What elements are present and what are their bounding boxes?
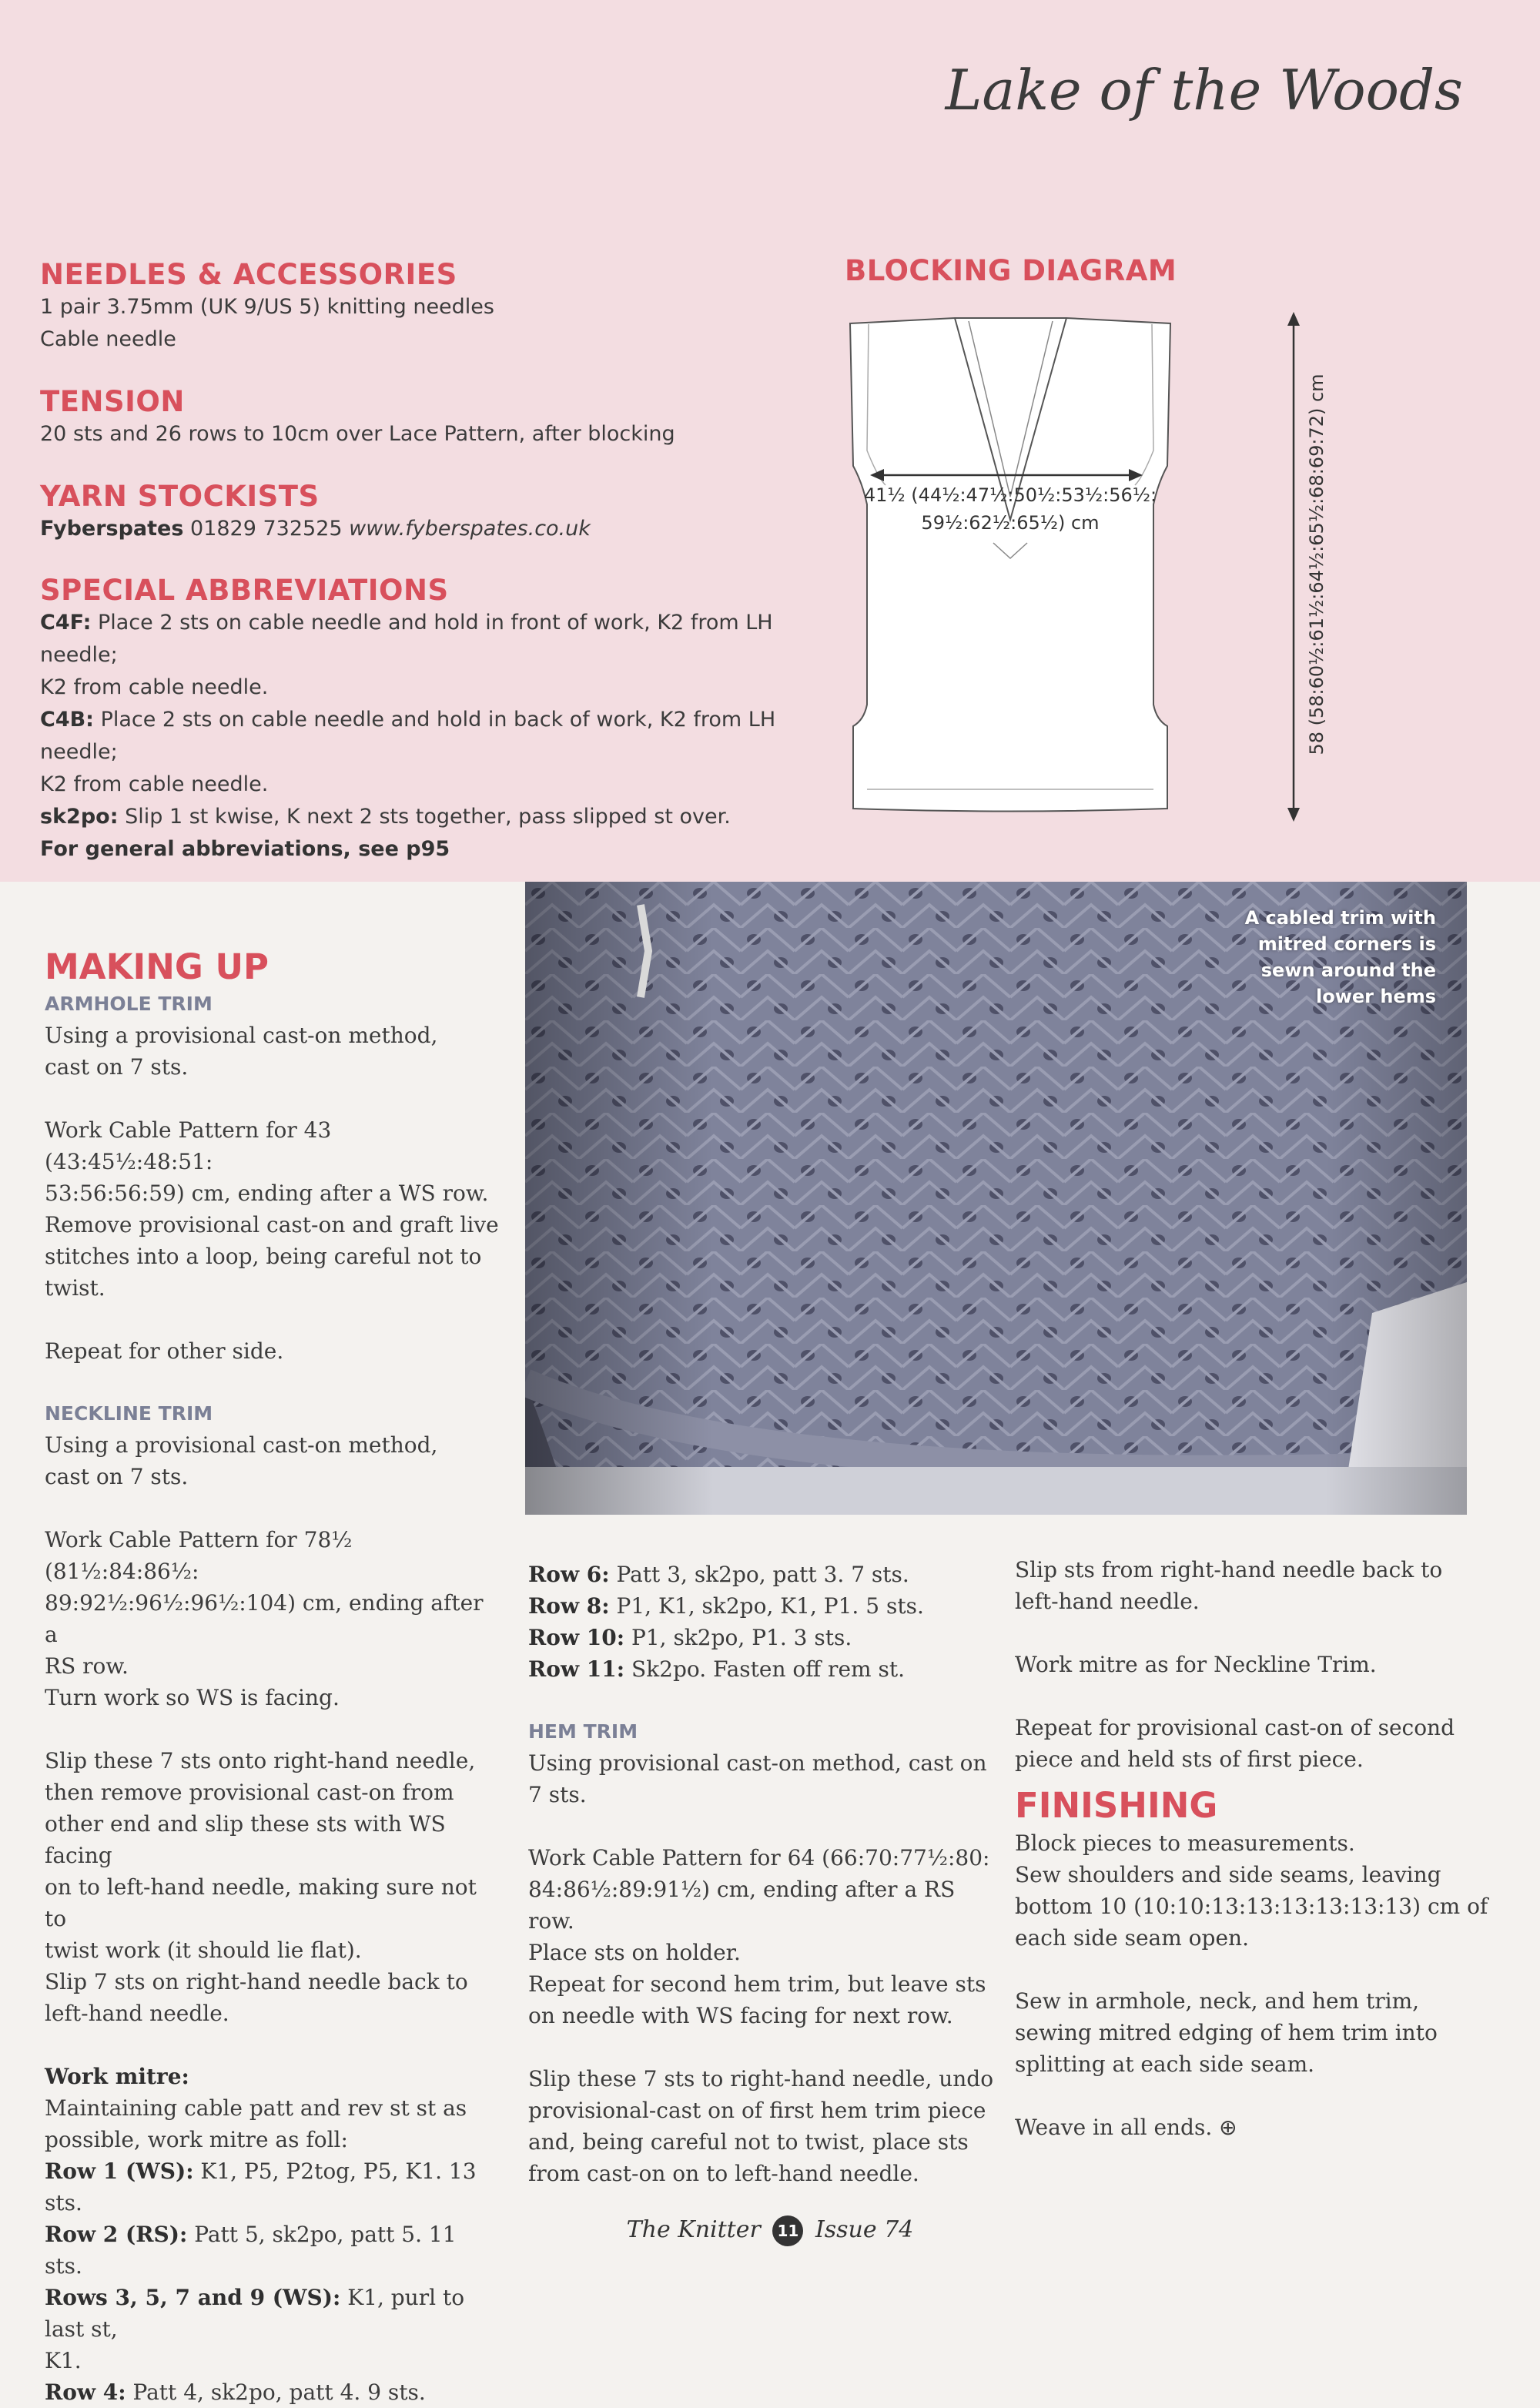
caption-line-4: lower hems — [1315, 986, 1436, 1007]
finishing-f2c: each side seam open. — [1015, 1925, 1249, 1951]
col3-p3a: Repeat for provisional cast-on of second — [1015, 1715, 1455, 1740]
footer-page-number: 11 — [772, 2215, 803, 2246]
c4b-text: Place 2 sts on cable needle and hold in back of work, K2 from LH needle; — [40, 708, 776, 764]
footer-issue: Issue 74 — [815, 2216, 914, 2243]
armhole-trim-heading: ARMHOLE TRIM — [45, 993, 213, 1015]
yarn-phone: 01829 732525 — [183, 517, 350, 541]
finishing-f3b: sewing mitred edging of hem trim into — [1015, 2020, 1438, 2045]
abbreviations-heading: SPECIAL ABBREVIATIONS — [40, 574, 449, 607]
col3-p1a: Slip sts from right-hand needle back to — [1015, 1557, 1443, 1582]
finishing-heading: FINISHING — [1015, 1785, 1218, 1826]
row-3 — [45, 2282, 499, 2345]
finishing-f4-text: Weave in all ends. — [1015, 2115, 1213, 2140]
caption-line-2: mitred corners is — [1257, 933, 1436, 955]
row-11-term: Row 11: — [528, 1656, 625, 1682]
neck-p1a: Using a provisional cast-on method, — [45, 1432, 438, 1458]
armhole-p2b: 53:56:56:59) cm, ending after a WS row. — [45, 1181, 489, 1206]
tension-line: 20 sts and 26 rows to 10cm over Lace Pattern, after blocking — [40, 422, 675, 446]
row-4-text: Patt 4, sk2po, patt 4. 9 sts. — [126, 2380, 426, 2405]
column-3 — [1015, 1554, 1492, 2143]
row-4 — [45, 2376, 499, 2408]
neck-p2a: Work Cable Pattern for 78½ (81½:84:86½: — [45, 1527, 353, 1584]
finishing-f4 — [1015, 2112, 1492, 2143]
tension-section — [40, 385, 810, 450]
hem-p2a: Work Cable Pattern for 64 (66:70:77½:80: — [528, 1845, 990, 1870]
hem-p3d: from cast-on on to left-hand needle. — [528, 2161, 919, 2186]
neck-p2b: 89:92½:96½:96½:104) cm, ending after a — [45, 1590, 484, 1647]
col3-p2: Work mitre as for Neckline Trim. — [1015, 1652, 1377, 1677]
neck-p3f: Slip 7 sts on right-hand needle back to — [45, 1969, 468, 1994]
col3-p3b: piece and held sts of first piece. — [1015, 1747, 1364, 1772]
row-6-term: Row 6: — [528, 1562, 610, 1587]
neckline-trim-heading: NECKLINE TRIM — [45, 1402, 213, 1425]
length-arrow-bottom-head — [1287, 808, 1300, 822]
neck-p2d: Turn work so WS is facing. — [45, 1685, 340, 1710]
yarn-url: www.fyberspates.co.uk — [349, 517, 591, 541]
hem-p1b: 7 sts. — [528, 1782, 587, 1807]
row-11 — [528, 1653, 1006, 1685]
general-abbrev: For general abbreviations, see p95 — [40, 837, 450, 861]
armhole-p1b: cast on 7 sts. — [45, 1054, 189, 1080]
abbrev-general — [40, 833, 810, 866]
armhole-p2e: twist. — [45, 1275, 105, 1301]
row-8-text: P1, K1, sk2po, K1, P1. 5 sts. — [609, 1593, 924, 1619]
abbrev-c4f — [40, 607, 810, 671]
abbrev-c4b — [40, 704, 810, 769]
neck-p3c: other end and slip these sts with WS facing — [45, 1811, 446, 1868]
needles-section — [40, 258, 810, 356]
armhole-p2a: Work Cable Pattern for 43 (43:45½:48:51: — [45, 1117, 332, 1174]
c4f-text: Place 2 sts on cable needle and hold in front of work, K2 from LH needle; — [40, 611, 773, 667]
sk2po-text: Slip 1 st kwise, K next 2 sts together, pass slipped st over. — [118, 805, 731, 829]
width-label-1: 41½ (44½:47½:50½:53½:56½: — [863, 484, 1157, 506]
row-6 — [528, 1559, 1006, 1590]
hem-p3b: provisional-cast on of first hem trim piece — [528, 2098, 986, 2123]
row-3-text-2: K1. — [45, 2348, 82, 2373]
hem-trim-heading: HEM TRIM — [528, 1720, 638, 1743]
yarn-heading: YARN STOCKISTS — [40, 480, 320, 513]
mitre-heading-text: Work mitre: — [45, 2064, 189, 2089]
row-2-text: Patt 5, sk2po, patt 5. 11 sts. — [45, 2222, 457, 2279]
making-up-heading: MAKING UP — [45, 946, 270, 987]
abbrev-c4b-2: K2 from cable needle. — [40, 772, 269, 796]
mitre-heading — [45, 2061, 499, 2092]
width-label-2: 59½:62½:65½) cm — [921, 512, 1100, 534]
yarn-line — [40, 513, 810, 545]
armhole-p1a: Using a provisional cast-on method, — [45, 1023, 438, 1048]
hem-p2c: Place sts on holder. — [528, 1940, 741, 1965]
c4b-term: C4B: — [40, 708, 94, 732]
finishing-f1: Block pieces to measurements. — [1015, 1830, 1355, 1856]
finishing-f3a: Sew in armhole, neck, and hem trim, — [1015, 1988, 1420, 2014]
row-10-text: P1, sk2po, P1. 3 sts. — [624, 1625, 852, 1650]
needles-line-1: 1 pair 3.75mm (UK 9/US 5) knitting needles — [40, 295, 494, 319]
row-4-term: Row 4: — [45, 2380, 126, 2405]
row-8 — [528, 1590, 1006, 1622]
abbrev-sk2po — [40, 801, 810, 833]
c4f-term: C4F: — [40, 611, 92, 635]
length-label: 58 (58:60½:61½:64½:65½:68:69:72) cm — [1306, 373, 1327, 755]
sk2po-term: sk2po: — [40, 805, 119, 829]
yarn-brand: Fyberspates — [40, 517, 184, 541]
row-10 — [528, 1622, 1006, 1653]
col3-p1b: left-hand needle. — [1015, 1589, 1200, 1614]
page-title: Lake of the Woods — [945, 58, 1463, 122]
abbrev-c4f-2: K2 from cable needle. — [40, 675, 269, 699]
row-3-term: Rows 3, 5, 7 and 9 (WS): — [45, 2285, 341, 2310]
neck-p3d: on to left-hand needle, making sure not to — [45, 1874, 477, 1931]
row-6-text: Patt 3, sk2po, patt 3. 7 sts. — [609, 1562, 909, 1587]
column-2 — [528, 1559, 1006, 2189]
neck-p1b: cast on 7 sts. — [45, 1464, 189, 1489]
abbreviations-section — [40, 574, 810, 866]
garment-outline — [850, 318, 1170, 812]
end-mark-icon: ⊕ — [1219, 2115, 1237, 2140]
row-2-term: Row 2 (RS): — [45, 2222, 188, 2247]
neck-p2c: RS row. — [45, 1653, 129, 1679]
photo-caption — [1190, 905, 1436, 1010]
length-arrow-top-head — [1287, 312, 1300, 326]
row-1-text: K1, P5, P2tog, P5, K1. 13 sts. — [45, 2158, 477, 2215]
footer-magazine: The Knitter — [626, 2216, 761, 2243]
hem-p1a: Using provisional cast-on method, cast on — [528, 1750, 987, 1776]
neck-p3a: Slip these 7 sts onto right-hand needle, — [45, 1748, 476, 1773]
row-1 — [45, 2155, 499, 2219]
mitre-p2: possible, work mitre as foll: — [45, 2127, 348, 2152]
hem-p2d: Repeat for second hem trim, but leave sts — [528, 1971, 986, 1997]
hem-p3c: and, being careful not to twist, place sts — [528, 2129, 969, 2155]
yarn-section — [40, 480, 810, 545]
making-up-column — [45, 946, 499, 2408]
hem-p2b: 84:86½:89:91½) cm, ending after a RS row. — [528, 1877, 956, 1934]
finishing-f3c: splitting at each side seam. — [1015, 2051, 1315, 2077]
row-1-term: Row 1 (WS): — [45, 2158, 194, 2184]
finishing-f2b: bottom 10 (10:10:13:13:13:13:13:13) cm of — [1015, 1894, 1488, 1919]
hem-p3a: Slip these 7 sts to right-hand needle, undo — [528, 2066, 994, 2092]
row-8-term: Row 8: — [528, 1593, 610, 1619]
caption-line-1: A cabled trim with — [1244, 907, 1436, 929]
knit-photo — [525, 882, 1467, 1515]
page-footer — [0, 2215, 1540, 2246]
neck-p3g: left-hand needle. — [45, 2001, 229, 2026]
armhole-p2d: stitches into a loop, being careful not to — [45, 1244, 482, 1269]
neck-p3e: twist work (it should lie flat). — [45, 1937, 362, 1963]
finishing-f2a: Sew shoulders and side seams, leaving — [1015, 1862, 1441, 1887]
row-3-text: K1, purl to last st, — [45, 2285, 465, 2342]
row-10-term: Row 10: — [528, 1625, 625, 1650]
blocking-diagram — [839, 304, 1332, 828]
row-11-text: Sk2po. Fasten off rem st. — [624, 1656, 905, 1682]
tension-heading: TENSION — [40, 385, 185, 418]
needles-line-2: Cable needle — [40, 327, 176, 351]
caption-line-3: sewn around the — [1260, 960, 1436, 981]
neck-p3b: then remove provisional cast-on from — [45, 1780, 454, 1805]
blocking-diagram-heading: BLOCKING DIAGRAM — [845, 254, 1177, 287]
armhole-p3: Repeat for other side. — [45, 1338, 284, 1364]
armhole-p2c: Remove provisional cast-on and graft live — [45, 1212, 499, 1237]
hem-p2e: on needle with WS facing for next row. — [528, 2003, 953, 2028]
needles-heading: NEEDLES & ACCESSORIES — [40, 258, 457, 291]
mitre-p1: Maintaining cable patt and rev st st as — [45, 2095, 467, 2121]
